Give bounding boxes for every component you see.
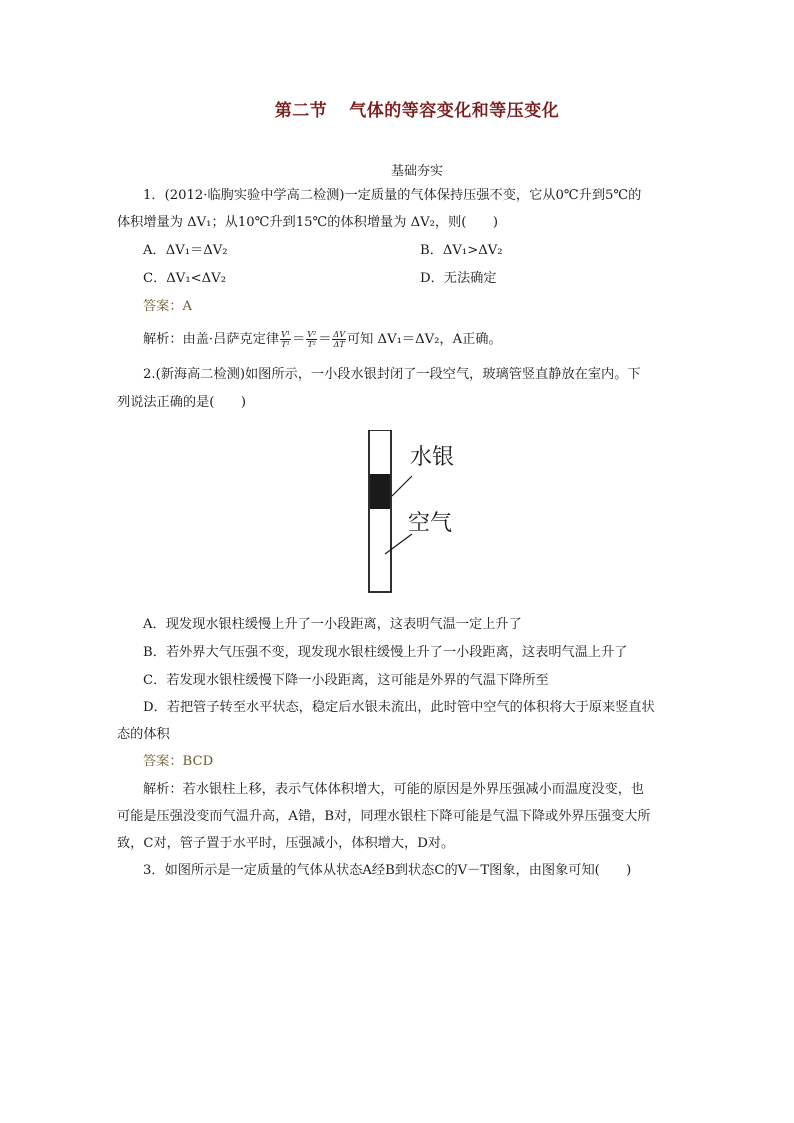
fraction-dv-dt — [332, 330, 346, 349]
frac2-numerator: V² — [307, 330, 317, 339]
mercury-column — [370, 474, 390, 509]
air-leader-line — [385, 534, 412, 554]
fraction-v1-t1 — [280, 330, 291, 349]
q2-option-c: C．若发现水银柱缓慢下降一小段距离，这可能是外界的气温下降所至 — [143, 673, 549, 688]
q1-option-d: D．无法确定 — [420, 271, 497, 286]
q3-stem-line1: 3．如图所示是一定质量的气体从状态A经B到状态C的V－T图象，由图象可知( ) — [143, 863, 632, 878]
q1-answer: 答案：A — [143, 299, 193, 314]
q1-stem-line1: 1．(2012·临朐实验中学高二检测)一定质量的气体保持压强不变，它从0℃升到5℃的 — [143, 188, 642, 203]
glass-tube — [369, 430, 391, 592]
q2-stem-line1: 2.(新海高二检测)如图所示，一小段水银封闭了一段空气，玻璃管竖直静放在室内。下 — [143, 367, 641, 382]
mercury-leader-line — [392, 476, 412, 496]
frac1-numerator: V¹ — [281, 330, 291, 339]
frac2-denominator: T² — [307, 340, 317, 349]
q1-expl-suffix: 可知 ΔV₁＝ΔV₂，A正确。 — [346, 332, 502, 347]
q2-option-d-line2: 态的体积 — [117, 727, 170, 742]
q2-explanation-line2: 可能是压强没变而气温升高，A错，B对，同理水银柱下降可能是气温下降或外界压强变大所 — [117, 809, 651, 824]
frac3-numerator: ΔV — [333, 330, 345, 339]
title-topic: 气体的等容变化和等压变化 — [349, 101, 560, 121]
q2-option-d-line1: D．若把管子转至水平状态，稳定后水银未流出，此时管中空气的体积将大于原来竖直状 — [143, 700, 655, 715]
q2-option-b: B．若外界大气压强不变，现发现水银柱缓慢上升了一小段距离，这表明气温上升了 — [143, 645, 628, 660]
q2-answer: 答案：BCD — [143, 754, 214, 769]
q1-explanation: 解析：由盖·吕萨克定律 $\frac{\text{V¹}}{\text{T¹}}$ ＝ $\frac{\text{V²}}{\text{T²}}$ ＝ $\frac{\Delta V}{\Delta T}$ 可知 ΔV₁＝ΔV₂，A正确。 — [143, 330, 502, 349]
q2-explanation-line1: 解析：若水银柱上移，表示气体体积增大，可能的原因是外界压强减小而温度没变，也 — [143, 782, 645, 797]
frac3-denominator: ΔT — [333, 340, 345, 349]
q1-option-b: B．ΔV₁>ΔV₂ — [420, 243, 503, 258]
section-heading: 基础夯实 — [390, 164, 443, 179]
q1-expl-prefix: 解析：由盖·吕萨克定律 — [143, 332, 280, 347]
q2-stem-line2: 列说法正确的是( ) — [117, 395, 246, 410]
frac1-denominator: T¹ — [281, 340, 290, 349]
title-section-number: 第二节 — [274, 101, 328, 121]
air-label: 空气 — [408, 511, 453, 536]
q2-explanation-line3: 致，C对，管子置于水平时，压强减小，体积增大，D对。 — [117, 836, 455, 851]
q1-option-c: C．ΔV₁<ΔV₂ — [143, 271, 226, 286]
mercury-label: 水银 — [410, 445, 455, 470]
q1-option-a: A．ΔV₁＝ΔV₂ — [143, 243, 228, 258]
q1-stem-line2: 体积增量为 ΔV₁；从10℃升到15℃的体积增量为 ΔV₂，则( ) — [117, 215, 498, 230]
fraction-v2-t2 — [306, 330, 317, 349]
q2-option-a: A．现发现水银柱缓慢上升了一小段距离，这表明气温一定上升了 — [143, 617, 522, 632]
page-title — [0, 96, 794, 121]
mercury-tube-figure — [352, 430, 472, 596]
